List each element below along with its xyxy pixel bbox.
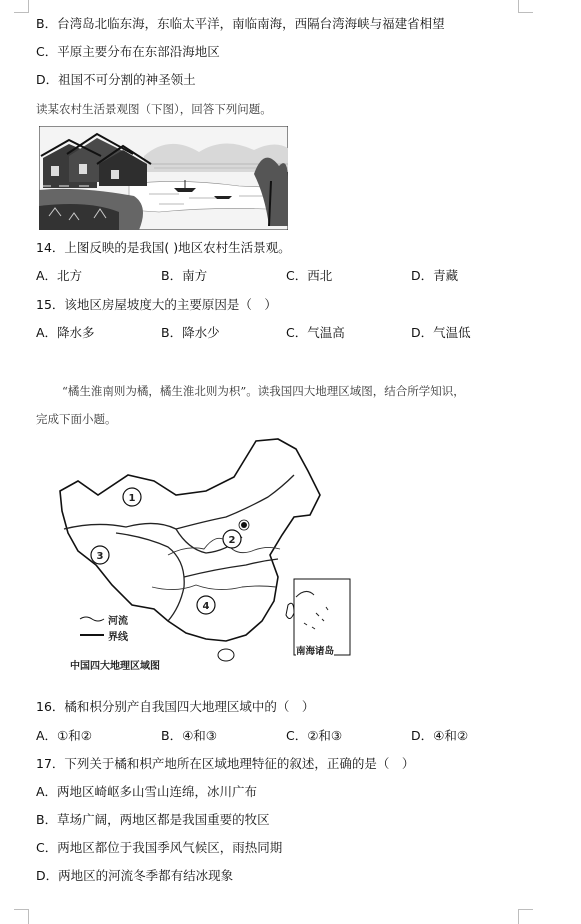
q17-stem: 17．下列关于橘和枳产地所在区域地理特征的叙述，正确的是（ ）	[36, 756, 415, 771]
legend-river-label: 河流	[108, 616, 128, 627]
q17-option-d[interactable]: D．两地区的河流冬季都有结冰现象	[36, 868, 234, 883]
inset-label: 南海诸岛	[296, 643, 334, 657]
svg-text:3: 3	[96, 551, 104, 562]
q16-option-c[interactable]: C．②和③	[286, 728, 343, 743]
q17-option-c[interactable]: C．两地区都位于我国季风气候区，雨热同期	[36, 840, 283, 855]
region-label-1	[123, 488, 141, 506]
q14-option-c[interactable]: C．西北	[286, 268, 333, 283]
q17-option-a[interactable]: A．两地区崎岖多山雪山连绵，冰川广布	[36, 784, 258, 799]
legend-river-symbol	[80, 617, 104, 621]
svg-text:4: 4	[202, 601, 210, 612]
q15-option-c[interactable]: C．气温高	[286, 325, 345, 340]
q14-option-a[interactable]: A．北方	[36, 268, 83, 283]
q17-option-b[interactable]: B．草场广阔，两地区都是我国重要的牧区	[36, 812, 270, 827]
q15-option-d[interactable]: D．气温低	[411, 325, 471, 340]
corner-mark-bottom-right	[518, 909, 533, 924]
region-label-4	[197, 596, 215, 614]
corner-mark-bottom-left	[14, 909, 29, 924]
intro-rural-landscape: 读某农村生活景观图（下图），回答下列问题。	[36, 102, 272, 116]
q16-option-a[interactable]: A．①和②	[36, 728, 92, 743]
region-label-2	[223, 530, 241, 548]
region-label-3	[91, 546, 109, 564]
legend-boundary-label: 界线	[108, 632, 128, 643]
q15-option-b[interactable]: B．降水少	[161, 325, 220, 340]
svg-text:2: 2	[228, 535, 236, 546]
map-caption: 中国四大地理区域图	[70, 661, 160, 672]
q14-option-b[interactable]: B．南方	[161, 268, 208, 283]
corner-mark-top-left	[14, 0, 29, 13]
q15-stem: 15．该地区房屋坡度大的主要原因是（ ）	[36, 297, 277, 312]
option-c-taiwan: C．平原主要分布在东部沿海地区	[36, 44, 220, 59]
q16-option-b[interactable]: B．④和③	[161, 728, 217, 743]
intro-orange-line1: “橘生淮南则为橘，橘生淮北则为枳”。读我国四大地理区域图，结合所学知识，	[62, 384, 465, 398]
q14-option-d[interactable]: D．青藏	[411, 268, 459, 283]
intro-orange-line2: 完成下面小题。	[36, 412, 117, 426]
q14-stem: 14．上图反映的是我国( )地区农村生活景观。	[36, 240, 291, 255]
corner-mark-top-right	[518, 0, 533, 13]
svg-text:1: 1	[128, 493, 136, 504]
china-regions-map	[56, 437, 354, 673]
rural-landscape-image	[39, 126, 288, 230]
option-b-taiwan: B．台湾岛北临东海，东临太平洋，南临南海，西隔台湾海峡与福建省相望	[36, 16, 445, 31]
q16-stem: 16．橘和枳分别产自我国四大地理区域中的（ ）	[36, 699, 315, 714]
q16-option-d[interactable]: D．④和②	[411, 728, 469, 743]
option-d-taiwan: D．祖国不可分割的神圣领土	[36, 72, 196, 87]
china-outline	[60, 439, 320, 641]
q15-option-a[interactable]: A．降水多	[36, 325, 95, 340]
